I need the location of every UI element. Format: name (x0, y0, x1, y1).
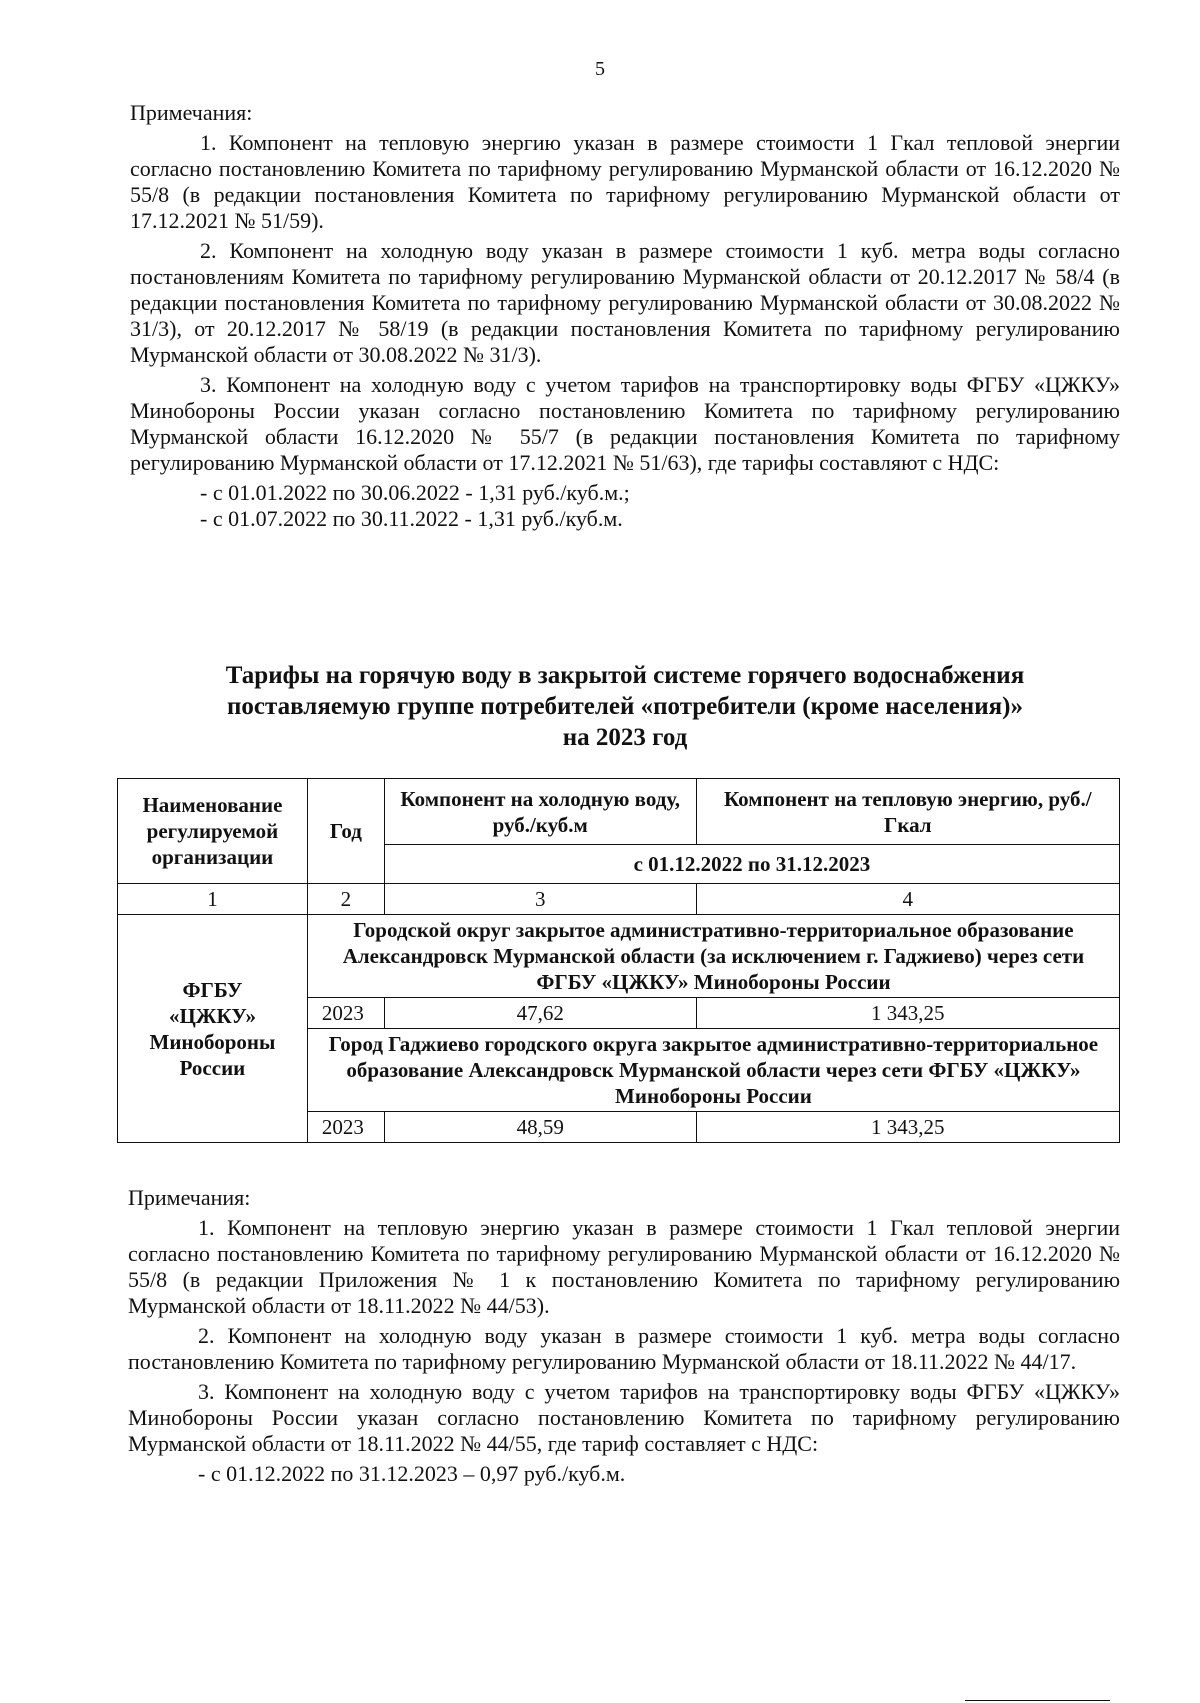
notes-title: Примечания: (130, 100, 253, 125)
organization-line: России (179, 1055, 246, 1080)
page-number: 5 (595, 58, 605, 80)
organization-line: «ЦЖКУ» (168, 1003, 256, 1028)
notes-title: Примечания: (128, 1185, 251, 1210)
cold-water-value: 47,62 (384, 998, 696, 1029)
column-number-row (118, 884, 1120, 915)
note-item: 2. Компонент на холодную воду указан в размере стоимости 1 куб. метра воды согласно постановлениям Комитета по тарифному регулированию Мурманской области от 20.12.2017 № 58/4 (в редакции постановления Комитета по тарифному регулированию Мурманской области от 30.08.2022 № 31/3), от 20.12.2017 № 58/19 (в редакции постановления Комитета по тарифному регулированию Мурманской области от 30.08.2022 № 31/3). (130, 238, 1120, 367)
notes-bottom (128, 1185, 1120, 1487)
note-item: 3. Компонент на холодную воду с учетом тарифов на транспортировку воды ФГБУ «ЦЖКУ» Минобороны России указан согласно постановлению Комитета по тарифному регулированию Мурманской области 16.12.2020 № 55/7 (в редакции постановления Комитета по тарифному регулированию Мурманской области от 17.12.2021 № 51/63), где тарифы составляют с НДС: (130, 372, 1120, 475)
header-cold-water: Компонент на холодную воду, руб./куб.м (384, 779, 696, 845)
heat-value: 1 343,25 (696, 1112, 1119, 1143)
header-period: с 01.12.2022 по 31.12.2023 (384, 845, 1119, 884)
header-org: Наименование регулируемой организации (118, 779, 308, 884)
region-name: Город Гаджиево городского округа закрытое административно-территориальное образование Александровск Мурманской области через сети ФГБУ «ЦЖКУ» Минобороны России (307, 1029, 1119, 1112)
tariff-table (117, 778, 1120, 1143)
column-number: 2 (307, 884, 384, 915)
header-year: Год (307, 779, 384, 884)
column-number: 1 (118, 884, 308, 915)
year-cell: 2023 (307, 998, 384, 1029)
organization-line: ФГБУ (182, 977, 243, 1002)
table-header-row (118, 779, 1120, 845)
column-number: 4 (696, 884, 1119, 915)
section-title-line: поставляемую группе потребителей «потребители (кроме населения)» (227, 693, 1023, 720)
region-name: Городской округ закрытое административно-территориальное образование Александровск Мурманской области (за исключением г. Гаджиево) через сети ФГБУ «ЦЖКУ» Минобороны России (307, 915, 1119, 998)
table-row (118, 915, 1120, 998)
column-number: 3 (384, 884, 696, 915)
section-title (130, 660, 1120, 753)
section-title-line: на 2023 год (562, 724, 688, 751)
organization-cell (118, 915, 308, 1143)
organization-line: Минобороны (149, 1029, 276, 1054)
note-item: 2. Компонент на холодную воду указан в размере стоимости 1 куб. метра воды согласно постановлению Комитета по тарифному регулированию Мурманской области от 18.11.2022 № 44/17. (128, 1323, 1120, 1374)
tariff-line: - с 01.07.2022 по 30.11.2022 - 1,31 руб./куб.м. (200, 506, 623, 531)
tariff-line: - с 01.01.2022 по 30.06.2022 - 1,31 руб./куб.м.; (200, 480, 630, 505)
cold-water-value: 48,59 (384, 1112, 696, 1143)
note-item: 1. Компонент на тепловую энергию указан в размере стоимости 1 Гкал тепловой энергии согласно постановлению Комитета по тарифному регулированию Мурманской области от 16.12.2020 № 55/8 (в редакции Приложения № 1 к постановлению Комитета по тарифному регулированию Мурманской области от 18.11.2022 № 44/53). (128, 1215, 1120, 1318)
footer-rule (965, 1700, 1110, 1701)
notes-top (130, 100, 1120, 532)
note-item: 3. Компонент на холодную воду с учетом тарифов на транспортировку воды ФГБУ «ЦЖКУ» Минобороны России указан согласно постановлению Комитета по тарифному регулированию Мурманской области от 18.11.2022 № 44/55, где тариф составляет с НДС: (128, 1379, 1120, 1456)
note-item: 1. Компонент на тепловую энергию указан в размере стоимости 1 Гкал тепловой энергии согласно постановлению Комитета по тарифному регулированию Мурманской области от 16.12.2020 № 55/8 (в редакции постановления Комитета по тарифному регулированию Мурманской области от 17.12.2021 № 51/59). (130, 130, 1120, 233)
year-cell: 2023 (307, 1112, 384, 1143)
section-title-line: Тарифы на горячую воду в закрытой системе горячего водоснабжения (225, 662, 1025, 689)
heat-value: 1 343,25 (696, 998, 1119, 1029)
header-heat: Компонент на тепловую энергию, руб./Гкал (696, 779, 1119, 845)
tariff-line: - с 01.12.2022 по 31.12.2023 – 0,97 руб./куб.м. (198, 1461, 626, 1486)
